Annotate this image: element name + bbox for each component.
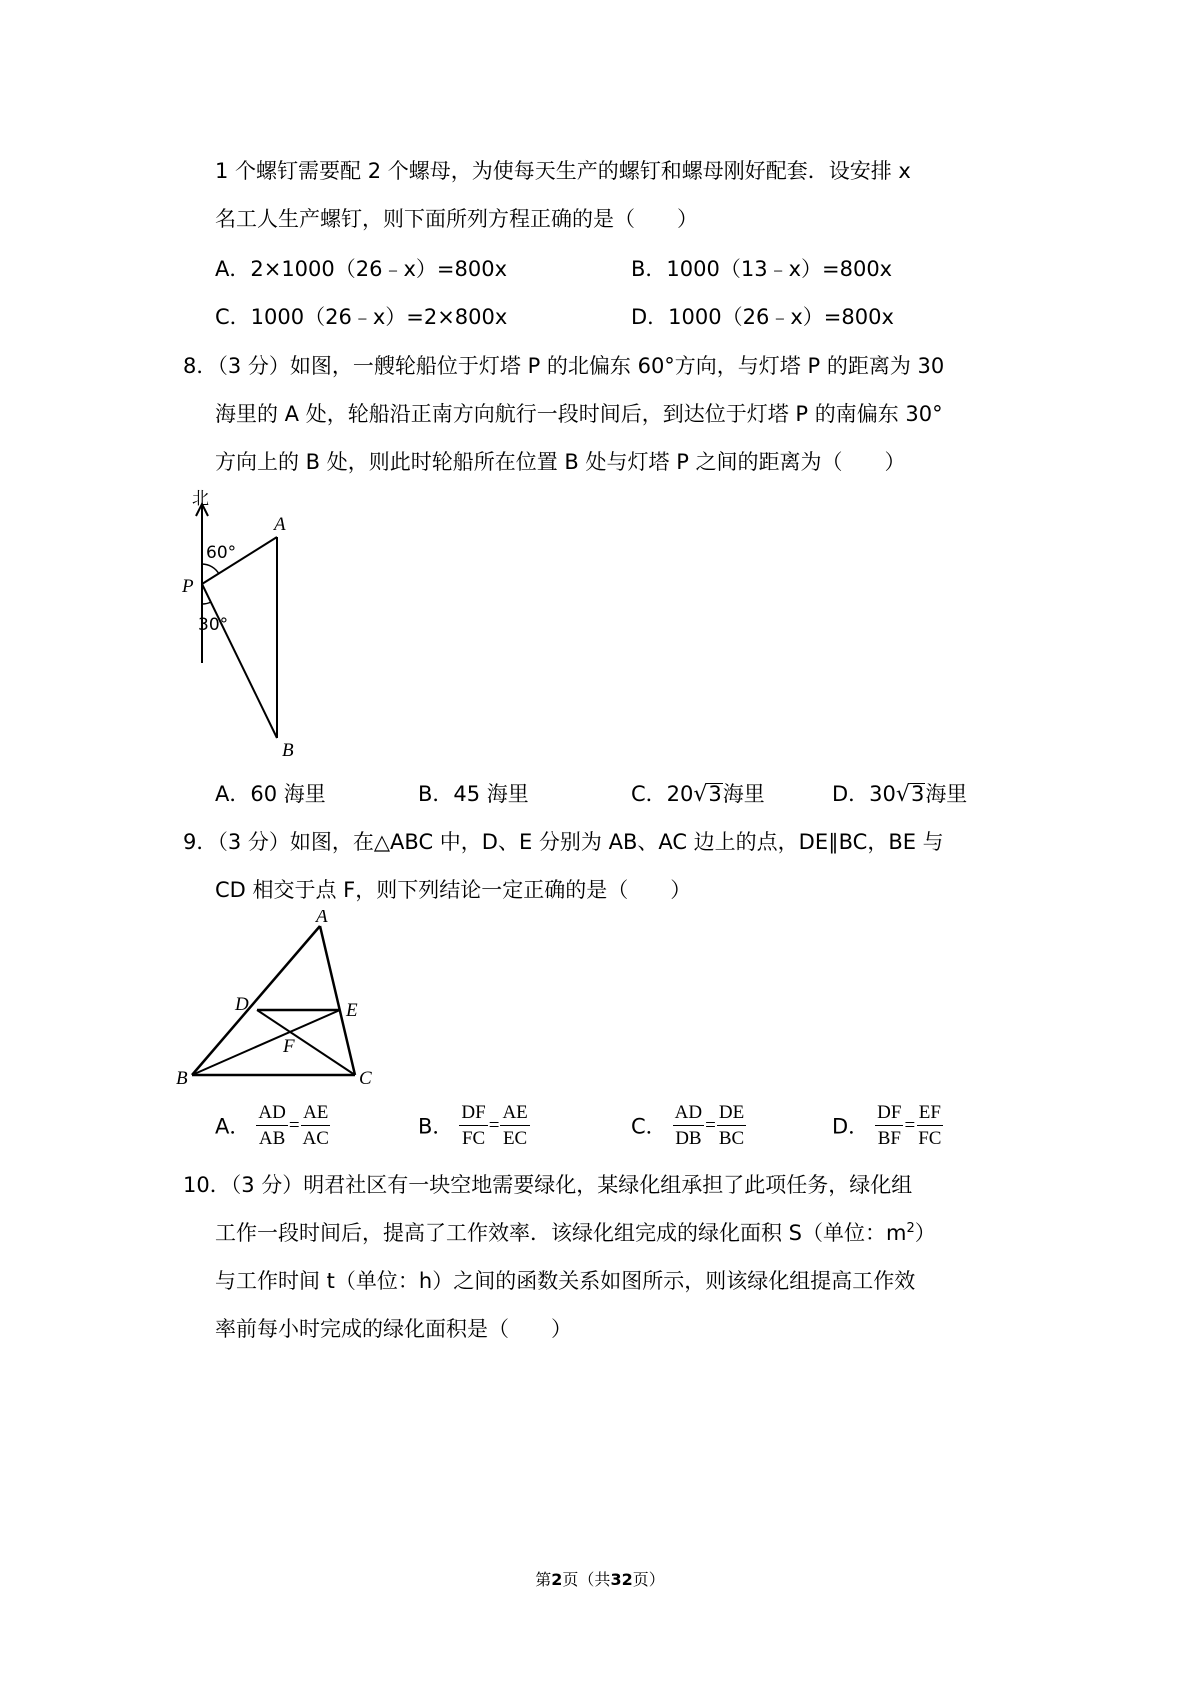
- q7-line-1: 1 个螺钉需要配 2 个螺母，为使每天生产的螺钉和螺母刚好配套．设安排 x: [215, 159, 911, 183]
- q8-line-2: 海里的 A 处，轮船沿正南方向航行一段时间后，到达位于灯塔 P 的南偏东 30°: [215, 402, 943, 426]
- north-label: 北: [192, 489, 209, 509]
- fraction: [717, 1100, 746, 1151]
- q9-line-1: 9．（3 分）如图，在△ABC 中，D、E 分别为 AB、AC 边上的点，DE∥BC，BE 与: [183, 830, 944, 854]
- footer-middle: 页（共: [562, 1570, 611, 1589]
- footer-prefix: 第: [535, 1570, 552, 1589]
- denominator: BC: [718, 1128, 745, 1149]
- q9-option-a: [215, 1100, 331, 1151]
- segment-cd: [257, 1010, 355, 1075]
- angle-30-label: 30°: [198, 615, 229, 635]
- q8-option-c: [631, 778, 765, 808]
- q7-option-b: B．1000（13﹣x）=800x: [631, 257, 893, 281]
- point-e-label: E: [346, 1000, 358, 1021]
- angle-arc-top: [202, 564, 219, 574]
- current-page-number: 2: [551, 1570, 563, 1589]
- fraction: [301, 1100, 331, 1151]
- segment-be: [192, 1010, 340, 1075]
- point-c-label: C: [359, 1068, 372, 1089]
- q9-option-a-letter: A．: [215, 1114, 251, 1139]
- q10-line-1: 10．（3 分）明君社区有一块空地需要绿化，某绿化组承担了此项任务，绿化组: [183, 1173, 913, 1197]
- q8-option-d: [832, 778, 967, 808]
- q9-line-2: CD 相交于点 F，则下列结论一定正确的是（ ）: [215, 878, 692, 902]
- side-ab: [192, 926, 320, 1075]
- q10-line-4: 率前每小时完成的绿化面积是（ ）: [215, 1317, 572, 1341]
- angle-arc-bottom: [202, 602, 211, 604]
- fraction: [916, 1100, 943, 1151]
- q8-line-3: 方向上的 B 处，则此时轮船所在位置 B 处与灯塔 P 之间的距离为（ ）: [215, 450, 906, 474]
- fraction: [256, 1100, 287, 1151]
- q7-line-2: 名工人生产螺钉，则下面所列方程正确的是（ ）: [215, 207, 698, 231]
- angle-60-label: 60°: [206, 543, 237, 563]
- q9-option-d-letter: D．: [832, 1114, 870, 1139]
- q9-option-b-letter: B．: [418, 1114, 454, 1139]
- equals-sign: =: [904, 1114, 916, 1136]
- denominator: AC: [302, 1128, 329, 1149]
- page-footer: [0, 1567, 1200, 1590]
- q8-option-a: A．60 海里: [215, 782, 326, 806]
- point-f-label: F: [283, 1036, 295, 1057]
- fraction: [875, 1100, 903, 1151]
- fraction: [459, 1100, 487, 1151]
- q8-option-c-suffix: 海里: [722, 782, 765, 806]
- q8-option-c-radicand: 3: [708, 782, 722, 806]
- q9-option-c: [631, 1100, 746, 1151]
- q8-option-d-radicand: 3: [910, 782, 925, 806]
- q9-figure: [175, 910, 395, 1090]
- q8-option-b: B．45 海里: [418, 782, 529, 806]
- numerator: DE: [717, 1100, 746, 1126]
- q7-option-a: A．2×1000（26﹣x）=800x: [215, 257, 508, 281]
- numerator: EF: [917, 1100, 943, 1126]
- denominator: FC: [918, 1128, 942, 1149]
- point-a-label: A: [316, 910, 328, 927]
- q10-line-2: [215, 1217, 936, 1247]
- q7-option-d: D．1000（26﹣x）=800x: [631, 305, 894, 329]
- numerator: DF: [875, 1100, 903, 1126]
- q10-line-2-close: ）: [914, 1221, 936, 1245]
- q7-option-c: C．1000（26﹣x）=2×800x: [215, 305, 508, 329]
- point-a-label: A: [274, 514, 286, 535]
- q10-line-3: 与工作时间 t（单位：h）之间的函数关系如图所示，则该绿化组提高工作效: [215, 1269, 916, 1293]
- segment-pb: [202, 584, 277, 738]
- footer-suffix: 页）: [632, 1570, 665, 1589]
- denominator: DB: [675, 1128, 702, 1149]
- denominator: AB: [258, 1128, 286, 1149]
- q8-option-c-prefix: C．20: [631, 782, 694, 806]
- fraction: [500, 1100, 529, 1151]
- q10-unit-exponent: 2: [906, 1221, 915, 1236]
- radical-sign: √: [693, 782, 708, 807]
- denominator: BF: [877, 1128, 901, 1149]
- equals-sign: =: [288, 1114, 300, 1136]
- radical-sign: √: [895, 782, 910, 807]
- denominator: EC: [502, 1128, 528, 1149]
- q8-line-1: 8．（3 分）如图，一艘轮船位于灯塔 P 的北偏东 60°方向，与灯塔 P 的距离为 30: [183, 354, 945, 378]
- point-d-label: D: [235, 994, 249, 1015]
- q9-option-b: [418, 1100, 530, 1151]
- q9-option-d: [832, 1100, 943, 1151]
- numerator: DF: [459, 1100, 487, 1126]
- equals-sign: =: [705, 1114, 716, 1136]
- fraction: [673, 1100, 704, 1151]
- equals-sign: =: [488, 1114, 500, 1136]
- q8-figure: [170, 488, 320, 758]
- point-b-label: B: [282, 740, 294, 758]
- q8-option-d-prefix: D．30: [832, 782, 896, 806]
- q8-option-d-suffix: 海里: [925, 782, 968, 806]
- numerator: AD: [673, 1100, 704, 1126]
- total-pages-number: 32: [610, 1570, 633, 1589]
- q9-option-c-letter: C．: [631, 1114, 667, 1139]
- denominator: FC: [461, 1128, 486, 1149]
- point-b-label: B: [176, 1068, 188, 1089]
- numerator: AE: [301, 1100, 330, 1126]
- numerator: AD: [256, 1100, 287, 1126]
- q10-line-2-text: 工作一段时间后，提高了工作效率．该绿化组完成的绿化面积 S（单位：m: [215, 1221, 907, 1245]
- numerator: AE: [500, 1100, 529, 1126]
- point-p-label: P: [182, 576, 194, 597]
